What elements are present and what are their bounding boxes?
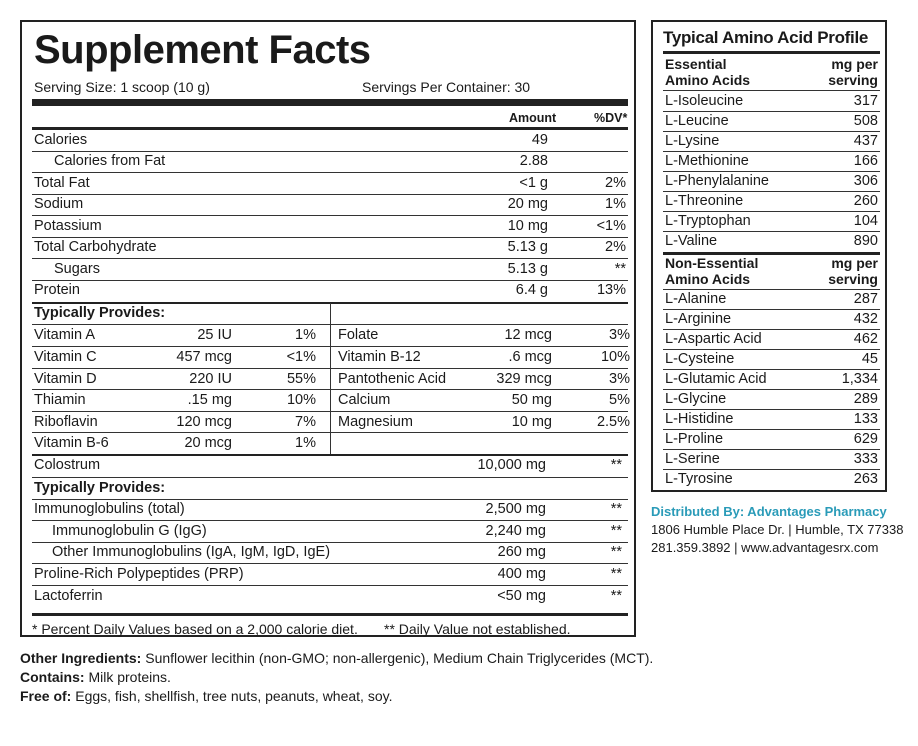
amino-row	[663, 171, 880, 191]
amino-row	[663, 349, 880, 369]
component-dv: **	[610, 588, 622, 604]
vitamin-label: Vitamin C	[34, 349, 97, 365]
vitamin-amount: 50 mg	[511, 392, 552, 408]
nutrient-amount: 10 mg	[507, 218, 548, 234]
amino-name: L-Leucine	[665, 113, 729, 129]
component-label: Immunoglobulins (total)	[34, 501, 185, 517]
vitamin-row-left	[34, 325, 324, 346]
vitamin-dv: 5%	[609, 392, 630, 408]
unit-head-2: serving	[828, 72, 878, 88]
nutrient-amount: 5.13 g	[507, 239, 548, 255]
vitamin-dv: 7%	[295, 414, 316, 430]
unit-head-1: mg per	[831, 255, 878, 271]
vitamin-dv: 1%	[295, 327, 316, 343]
nutrient-row	[32, 259, 628, 280]
vitamin-label: Calcium	[338, 392, 391, 408]
essential-head-2: Amino Acids	[665, 72, 751, 88]
distributor-name: Distributed By: Advantages Pharmacy	[651, 504, 887, 519]
nutrient-label: Potassium	[34, 218, 102, 234]
nutrient-row	[32, 173, 628, 194]
colostrum-component-row	[32, 499, 628, 520]
vitamin-row-left	[34, 347, 324, 368]
nutrient-label: Calories	[34, 132, 88, 148]
distributor-contact: 281.359.3892 | www.advantagesrx.com	[651, 540, 879, 555]
thick-divider	[32, 99, 628, 106]
vitamin-amount: .6 mcg	[508, 349, 552, 365]
amino-name: L-Phenylalanine	[665, 173, 769, 189]
nutrient-label: Total Fat	[34, 175, 90, 191]
nutrient-row	[32, 194, 628, 215]
amino-value: 317	[853, 93, 878, 109]
vitamin-amount: 457 mcg	[176, 349, 232, 365]
distributor-info	[651, 503, 903, 557]
vitamin-label: Pantothenic Acid	[338, 371, 447, 387]
colostrum-row	[32, 455, 628, 476]
component-amount: 2,500 mg	[485, 501, 546, 517]
vitamin-dv: 2.5%	[596, 414, 630, 430]
component-amount: 260 mg	[497, 544, 546, 560]
amino-name: L-Methionine	[665, 153, 749, 169]
amino-name: L-Valine	[665, 233, 718, 249]
nutrient-amount: 5.13 g	[507, 261, 548, 277]
footnote-dv: * Percent Daily Values based on a 2,000 calorie diet.	[32, 621, 358, 637]
ingredients-block	[20, 649, 653, 706]
vitamin-amount: 25 IU	[197, 327, 232, 343]
typically-provides-heading-2	[32, 478, 628, 499]
vitamin-row-right	[338, 369, 632, 390]
nutrient-row	[32, 237, 628, 258]
amino-name: L-Glutamic Acid	[665, 371, 767, 387]
nonessential-head-2: Amino Acids	[665, 271, 751, 287]
serving-size: Serving Size: 1 scoop (10 g)	[34, 79, 210, 95]
amino-value: 462	[853, 331, 878, 347]
amino-name: L-Alanine	[665, 291, 727, 307]
unit-head-1: mg per	[831, 56, 878, 72]
vitamin-row-left	[34, 412, 324, 433]
vitamin-label: Folate	[338, 327, 379, 343]
amino-value: 508	[853, 113, 878, 129]
vitamin-dv: 10%	[600, 349, 630, 365]
nutrient-label: Calories from Fat	[54, 153, 166, 169]
nutrient-label: Total Carbohydrate	[34, 239, 157, 255]
vitamin-dv: <1%	[286, 349, 316, 365]
free-of	[20, 687, 653, 706]
amino-name: L-Serine	[665, 451, 720, 467]
component-label: Lactoferrin	[34, 588, 103, 604]
nutrient-dv: 2%	[605, 175, 626, 191]
component-amount: 2,240 mg	[485, 523, 546, 539]
colostrum-component-row	[32, 564, 628, 585]
component-amount: 400 mg	[497, 566, 546, 582]
colostrum-dv: **	[610, 457, 622, 473]
nutrient-amount: <1 g	[519, 175, 548, 191]
vitamin-label: Vitamin B-6	[34, 435, 109, 451]
nutrient-dv: 13%	[596, 282, 626, 298]
colostrum-component-row	[32, 521, 628, 542]
amino-row	[663, 329, 880, 349]
panel-title: Supplement Facts	[34, 28, 371, 72]
vitamin-row-right	[338, 347, 632, 368]
amino-name: L-Aspartic Acid	[665, 331, 762, 347]
nutrient-label: Sugars	[54, 261, 100, 277]
amino-value: 437	[853, 133, 878, 149]
amino-name: L-Histidine	[665, 411, 734, 427]
other-ingredients-label: Other Ingredients:	[20, 650, 142, 666]
amino-name: L-Proline	[665, 431, 724, 447]
vitamin-amount: 120 mcg	[176, 414, 232, 430]
amino-value: 263	[853, 471, 878, 487]
vitamin-row-left	[34, 390, 324, 411]
amino-row	[663, 91, 880, 111]
amino-value: 133	[853, 411, 878, 427]
vitamin-label: Thiamin	[34, 392, 86, 408]
amino-value: 333	[853, 451, 878, 467]
amino-value: 432	[853, 311, 878, 327]
nutrient-dv: 2%	[605, 239, 626, 255]
free-of-text: Eggs, fish, shellfish, tree nuts, peanuts, wheat, soy.	[71, 688, 393, 704]
amino-row	[663, 449, 880, 469]
amino-value: 890	[853, 233, 878, 249]
nutrient-label: Sodium	[34, 196, 84, 212]
amino-row	[663, 191, 880, 211]
nutrient-row	[32, 151, 628, 172]
colostrum-component-row	[32, 586, 628, 607]
nutrient-amount: 20 mg	[507, 196, 548, 212]
component-dv: **	[610, 544, 622, 560]
distributor-address: 1806 Humble Place Dr. | Humble, TX 77338	[651, 522, 904, 537]
component-label: Proline-Rich Polypeptides (PRP)	[34, 566, 244, 582]
amino-row	[663, 389, 880, 409]
dv-header: %DV*	[594, 111, 628, 125]
amino-value: 104	[853, 213, 878, 229]
vitamin-row-right	[338, 325, 632, 346]
amino-row	[663, 369, 880, 389]
unit-head-2: serving	[828, 271, 878, 287]
footnote-divider	[32, 613, 628, 616]
amino-name: L-Glycine	[665, 391, 727, 407]
vitamin-label: Vitamin D	[34, 371, 97, 387]
amino-row	[663, 211, 880, 231]
component-dv: **	[610, 523, 622, 539]
amino-name: L-Lysine	[665, 133, 720, 149]
nutrient-dv: 1%	[605, 196, 626, 212]
amino-row	[663, 289, 880, 309]
amino-value: 629	[853, 431, 878, 447]
nonessential-header	[663, 256, 880, 288]
vitamin-dv: 3%	[609, 327, 630, 343]
essential-header	[663, 57, 880, 89]
amino-row	[663, 409, 880, 429]
amino-row	[663, 131, 880, 151]
vitamin-label: Riboflavin	[34, 414, 98, 430]
amino-name: L-Threonine	[665, 193, 744, 209]
nutrient-dv: **	[614, 261, 626, 277]
nutrient-label: Protein	[34, 282, 80, 298]
colostrum-label: Colostrum	[34, 457, 101, 473]
nutrient-amount: 6.4 g	[515, 282, 548, 298]
amino-name: L-Tryptophan	[665, 213, 751, 229]
vitamin-row-left	[34, 433, 324, 454]
amino-value: 166	[853, 153, 878, 169]
amino-name: L-Tyrosine	[665, 471, 733, 487]
vitamin-label: Vitamin B-12	[338, 349, 421, 365]
contains-label: Contains:	[20, 669, 85, 685]
amino-value: 306	[853, 173, 878, 189]
other-ingredients	[20, 649, 653, 668]
typically-provides-label: Typically Provides:	[34, 305, 166, 321]
nutrient-row	[32, 216, 628, 237]
nutrient-row	[32, 130, 628, 151]
vitamin-amount: 12 mcg	[504, 327, 552, 343]
amino-row	[663, 469, 880, 489]
contains-text: Milk proteins.	[84, 669, 171, 685]
component-label: Immunoglobulin G (IgG)	[52, 523, 207, 539]
amino-row	[663, 231, 880, 251]
amino-value: 260	[853, 193, 878, 209]
vitamin-amount: 20 mcg	[184, 435, 232, 451]
amino-value: 287	[853, 291, 878, 307]
amino-name: L-Arginine	[665, 311, 732, 327]
vitamin-label: Magnesium	[338, 414, 413, 430]
nutrient-dv: <1%	[596, 218, 626, 234]
amino-row	[663, 151, 880, 171]
vitamin-amount: 220 IU	[189, 371, 232, 387]
amino-title: Typical Amino Acid Profile	[663, 28, 869, 47]
vitamin-dv: 3%	[609, 371, 630, 387]
vitamin-dv: 10%	[286, 392, 316, 408]
amino-value: 289	[853, 391, 878, 407]
amino-value: 1,334	[841, 371, 878, 387]
colostrum-amount: 10,000 mg	[477, 457, 546, 473]
other-ingredients-text: Sunflower lecithin (non-GMO; non-allergenic), Medium Chain Triglycerides (MCT).	[141, 650, 654, 666]
nutrient-amount: 2.88	[519, 153, 548, 169]
vitamin-amount: 329 mcg	[496, 371, 552, 387]
vitamin-dv: 1%	[295, 435, 316, 451]
component-label: Other Immunoglobulins (IgA, IgM, IgD, IgE)	[52, 544, 331, 560]
nutrient-row	[32, 280, 628, 301]
vitamin-row-right	[338, 412, 632, 433]
amino-row	[663, 111, 880, 131]
nonessential-head-1: Non-Essential	[665, 255, 759, 271]
footnote-not-established: ** Daily Value not established.	[384, 621, 571, 637]
nutrient-amount: 49	[531, 132, 548, 148]
colostrum-component-row	[32, 542, 628, 563]
amino-value: 45	[861, 351, 878, 367]
vitamin-label: Vitamin A	[34, 327, 95, 343]
vitamin-amount: .15 mg	[187, 392, 232, 408]
component-amount: <50 mg	[497, 588, 546, 604]
amino-name: L-Isoleucine	[665, 93, 744, 109]
amino-title-divider	[663, 51, 880, 54]
servings-per-container: Servings Per Container: 30	[362, 79, 531, 95]
essential-head-1: Essential	[665, 56, 727, 72]
amino-acid-panel	[651, 20, 887, 492]
component-dv: **	[610, 501, 622, 517]
vitamin-dv: 55%	[286, 371, 316, 387]
typically-provides-label-2: Typically Provides:	[34, 480, 166, 496]
component-dv: **	[610, 566, 622, 582]
vitamin-row-left	[34, 369, 324, 390]
amino-name: L-Cysteine	[665, 351, 735, 367]
amino-row	[663, 309, 880, 329]
amino-row	[663, 429, 880, 449]
supplement-facts-panel	[20, 20, 636, 637]
amount-header: Amount	[509, 111, 557, 125]
free-of-label: Free of:	[20, 688, 72, 704]
vitamin-row-right	[338, 390, 632, 411]
vitamin-amount: 10 mg	[511, 414, 552, 430]
column-divider	[330, 303, 331, 454]
contains	[20, 668, 653, 687]
